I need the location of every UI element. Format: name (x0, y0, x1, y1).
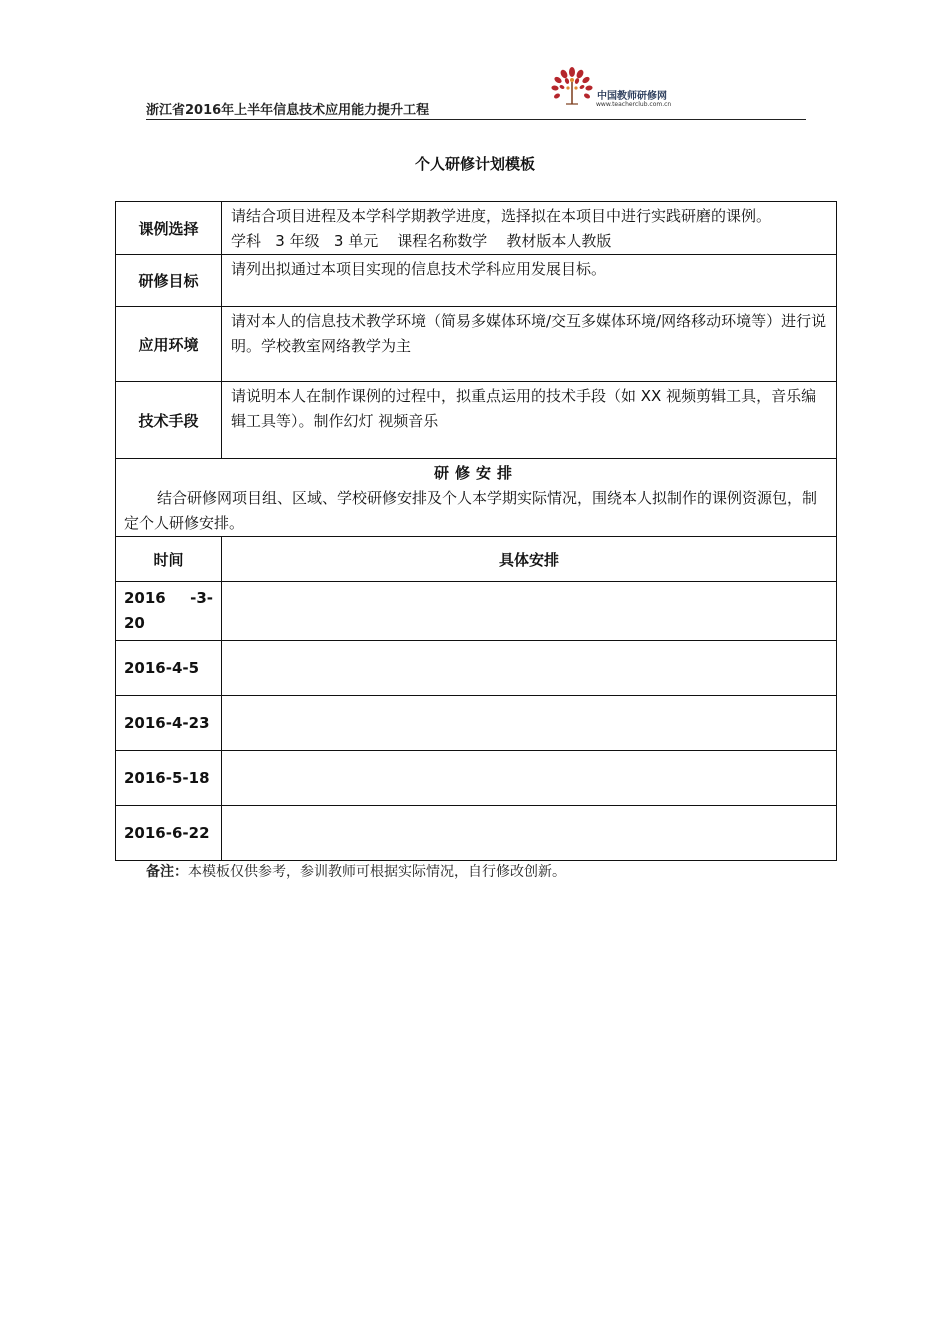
schedule-row (116, 751, 837, 806)
teacherclub-logo (548, 66, 688, 114)
date-part: -3- (190, 589, 213, 607)
arrangement-description: 结合研修网项目组、区域、学校研修安排及个人本学期实际情况，围绕本人拟制作的课例资源包，制定个人研修安排。 (124, 489, 818, 532)
page-header (146, 66, 806, 120)
column-header-time: 时间 (116, 537, 222, 582)
content-tech[interactable] (222, 382, 837, 459)
row-env (116, 307, 837, 382)
date-cell: 2016-4-23 (116, 696, 222, 751)
date-part: 2016 (124, 589, 166, 607)
content-goal[interactable] (222, 255, 837, 307)
date-cell: 2016-6-22 (116, 806, 222, 861)
header-title: 浙江省2016年上半年信息技术应用能力提升工程 (146, 103, 430, 118)
schedule-plan-cell[interactable] (222, 751, 837, 806)
schedule-row (116, 582, 837, 641)
arrangement-section (116, 459, 837, 537)
row-tech (116, 382, 837, 459)
date-cell: 2016-4-5 (116, 641, 222, 696)
schedule-plan-cell[interactable] (222, 641, 837, 696)
row-case (116, 202, 837, 255)
logo-flower-icon (548, 66, 596, 110)
label-case: 课例选择 (116, 202, 222, 255)
footnote (146, 861, 566, 881)
schedule-plan-cell[interactable] (222, 582, 837, 641)
column-header-plan: 具体安排 (222, 537, 837, 582)
logo-url: www.teacherclub.com.cn (596, 101, 672, 108)
label-env: 应用环境 (116, 307, 222, 382)
row-column-headers (116, 537, 837, 582)
schedule-row (116, 696, 837, 751)
date-part: 20 (124, 614, 145, 632)
date-cell (116, 582, 222, 641)
schedule-plan-cell[interactable] (222, 696, 837, 751)
document-title: 个人研修计划模板 (414, 155, 535, 173)
row-arrangement (116, 459, 837, 537)
plan-table (115, 201, 837, 861)
logo-name: 中国教师研修网 (597, 91, 667, 102)
case-detail: 学科 3 年级 3 单元 课程名称数学 教材版本人教版 (231, 232, 612, 250)
date-cell: 2016-5-18 (116, 751, 222, 806)
footnote-text: 本模板仅供参考，参训教师可根据实际情况，自行修改创新。 (188, 864, 566, 880)
tech-text: 请说明本人在制作课例的过程中，拟重点运用的技术手段（如 XX 视频剪辑工具，音乐编辑工具等）。制作幻灯 视频音乐 (231, 387, 817, 430)
case-instruction: 请结合项目进程及本学科学期教学进度，选择拟在本项目中进行实践研磨的课例。 (231, 207, 772, 225)
schedule-row (116, 641, 837, 696)
goal-text: 请列出拟通过本项目实现的信息技术学科应用发展目标。 (231, 260, 607, 278)
label-goal: 研修目标 (116, 255, 222, 307)
row-goal (116, 255, 837, 307)
footnote-label: 备注： (146, 864, 188, 880)
label-tech: 技术手段 (116, 382, 222, 459)
arrangement-heading: 研修安排 (433, 464, 518, 482)
content-env[interactable] (222, 307, 837, 382)
content-case[interactable] (222, 202, 837, 255)
schedule-plan-cell[interactable] (222, 806, 837, 861)
schedule-row (116, 806, 837, 861)
env-text: 请对本人的信息技术教学环境（简易多媒体环境/交互多媒体环境/网络移动环境等）进行说明。学校教室网络教学为主 (231, 312, 827, 355)
